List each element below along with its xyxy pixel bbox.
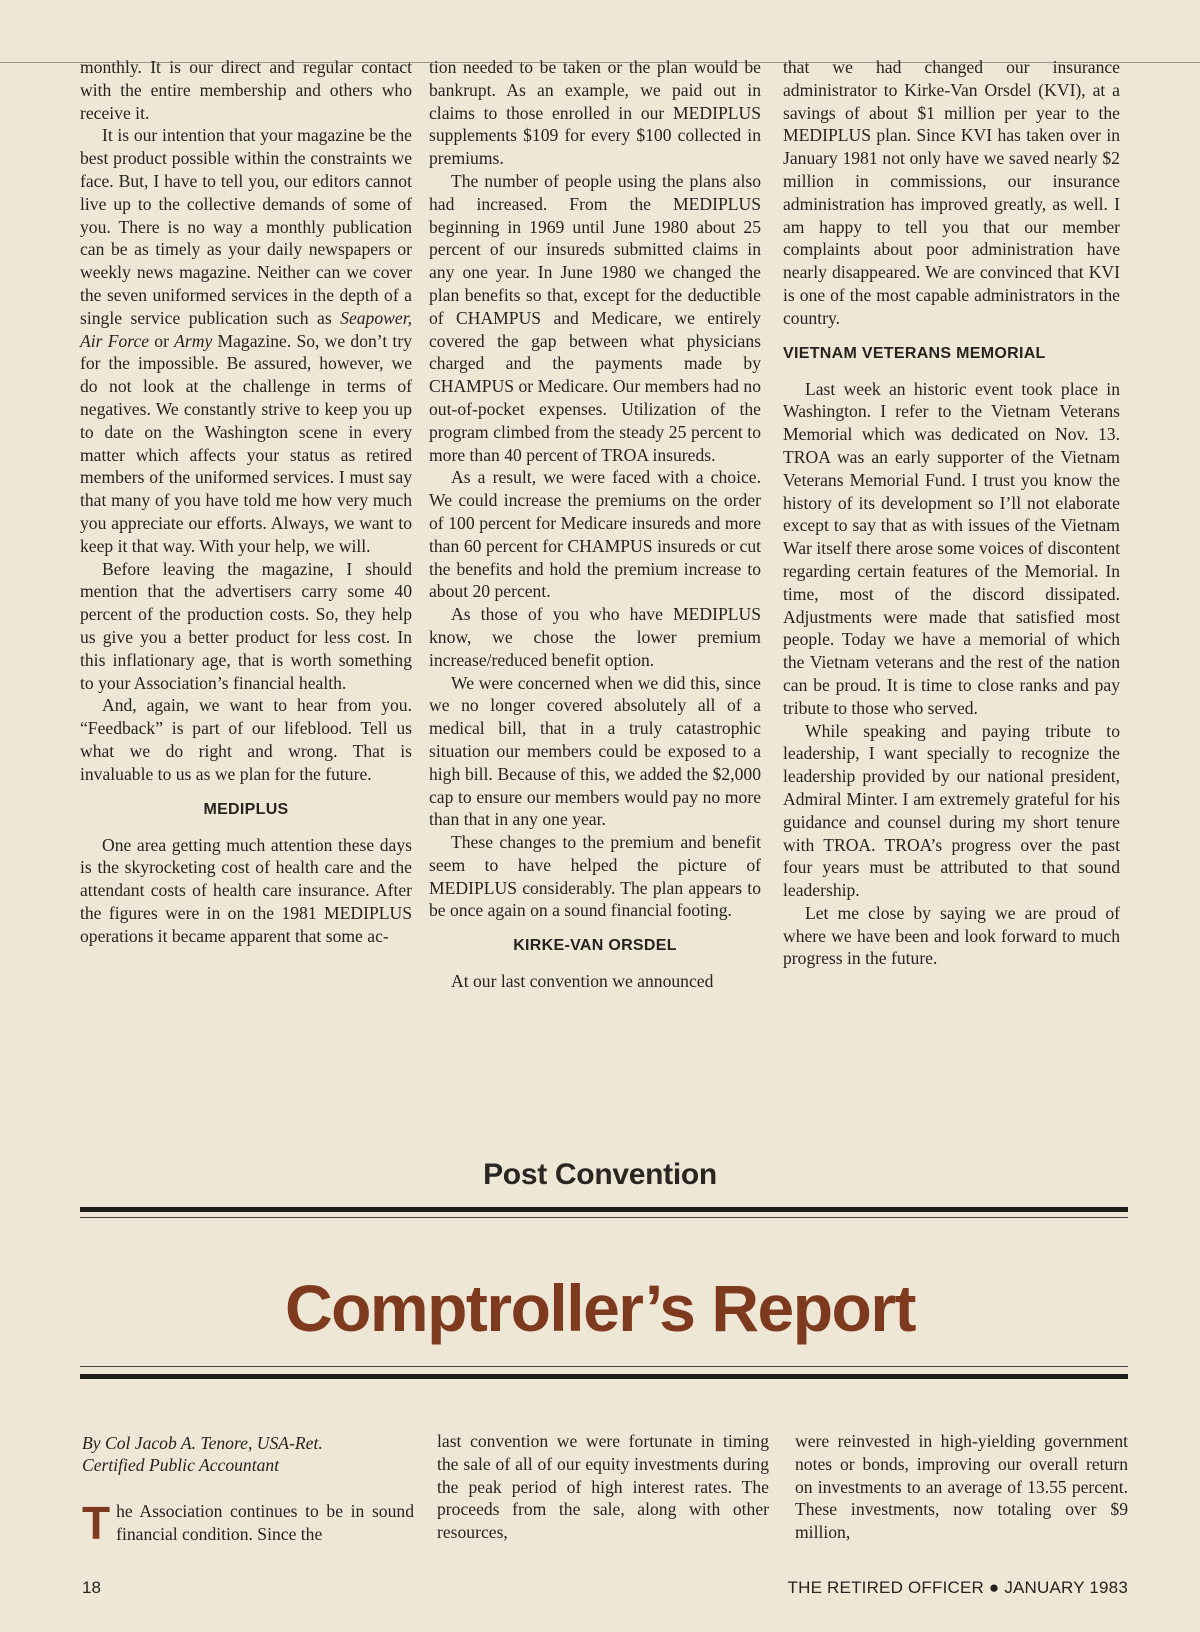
section-heading-vietnam-veterans-memorial: VIETNAM VETERANS MEMORIAL <box>783 344 1046 362</box>
publication-name: Seapower, Air Force <box>80 307 412 351</box>
report-column-2 <box>437 1430 769 1544</box>
divider-thick-top <box>80 1207 1128 1212</box>
divider-thick-bottom <box>80 1374 1128 1379</box>
divider-thin-top <box>80 1217 1128 1218</box>
divider-thin-bottom <box>80 1366 1128 1367</box>
paragraph: We were concerned when we did this, since we no longer covered absolutely all of a medical bill, that in a truly catastrophic situation our members could be exposed to a high bill. Because of this, we added the $2,000 cap to ensure our members would pay no more than that in any one year. <box>429 672 761 830</box>
page-number: 18 <box>82 1578 101 1597</box>
text-run: Magazine. So, we don’t try for the impossible. Be assured, however, we do not look at the challenge in terms of negatives. We constantly strive to keep you up to date on the Washington scene in every matter which affects your status as retired members of the uniformed services. I must say that many of you have told me how very much you appreciate our efforts. Always, we want to keep it that way. With your help, we will. <box>80 330 412 556</box>
byline <box>82 1432 414 1476</box>
text-run: he Association continues to be in sound financial condition. Since the <box>116 1501 414 1544</box>
paragraph: As a result, we were faced with a choice. We could increase the premiums on the order of 100 percent for Medicare insureds and more than 60 percent for CHAMPUS insureds or cut the benefits and hold the premium increase to about 20 percent. <box>429 467 761 602</box>
section-heading-mediplus: MEDIPLUS <box>203 800 289 818</box>
text-run: It is our intention that your magazine be the best product possible within the constraints we face. But, I have to tell you, our editors cannot live up to the collective demands of some of you. There is no way a monthly publication can be as timely as your daily newspapers or weekly news magazine. Neither can we cover the seven uniformed services in the depth of a single service publication such as <box>80 125 412 328</box>
article-title: Comptroller’s Report <box>284 1271 916 1345</box>
paragraph: monthly. It is our direct and regular contact with the entire membership and others who receive it. <box>80 57 412 123</box>
paragraph: While speaking and paying tribute to leadership, I want specially to recognize the leadership provided by our national president, Admiral Minter. I am extremely grateful for his guidance and counsel during my short tenure with TROA. TROA’s progress over the past four years must be attributed to that sound leadership. <box>783 720 1120 901</box>
article-column-3 <box>783 56 1120 970</box>
paragraph: Before leaving the magazine, I should mention that the advertisers carry some 40 percent of the production costs. So, they help us give you a better product for less cost. In this inflationary age, that is worth something to your Association’s financial health. <box>80 558 412 693</box>
section-kicker-post-convention: Post Convention <box>483 1158 717 1191</box>
text-run: or <box>149 330 175 351</box>
paragraph: The number of people using the plans also had increased. From the MEDIPLUS beginning in 1969 until June 1980 about 25 percent of our insureds submitted claims in any one year. In June 1980 we changed the plan benefits so that, except for the deductible of CHAMPUS and Medicare, we entirely covered the gap between what physicians charged and the payments made by CHAMPUS or Medicare. Our members had no out-of-pocket expenses. Utilization of the program climbed from the steady 25 percent to more than 40 percent of TROA insureds. <box>429 170 761 465</box>
paragraph: Last week an historic event took place in Washington. I refer to the Vietnam Veterans Memorial which was dedicated on Nov. 13. TROA was an early supporter of the Vietnam Veterans Memorial Fund. I trust you know the history of its development so I’ll not elaborate except to say that as with issues of the Vietnam War itself there arose some voices of discontent regarding certain features of the Memorial. In time, most of the discord dissipated. Adjustments were made that satisfied most people. Today we have a memorial of which the Vietnam veterans and the rest of the nation can be proud. It is time to close ranks and pay tribute to those who served. <box>783 378 1120 718</box>
byline-credential: Certified Public Accountant <box>82 1455 280 1475</box>
publication-name: Army <box>174 330 213 351</box>
paragraph: At our last convention we announced <box>451 971 714 992</box>
section-heading-kirke-van-orsdel: KIRKE-VAN ORSDEL <box>513 937 677 955</box>
paragraph <box>82 1497 414 1549</box>
paragraph: were reinvested in high-yielding government notes or bonds, improving our overall return on investments to an average of 13.55 percent. These investments, now totaling over $9 million, <box>795 1431 1128 1543</box>
publication-line: THE RETIRED OFFICER ● JANUARY 1983 <box>787 1578 1128 1597</box>
paragraph: last convention we were fortunate in timing the sale of all of our equity investments during the peak period of high interest rates. The proceeds from the sale, along with other resources, <box>437 1431 769 1543</box>
paragraph: tion needed to be taken or the plan would be bankrupt. As an example, we paid out in claims to those enrolled in our MEDIPLUS supplements $109 for every $100 collected in premiums. <box>429 57 761 169</box>
article-column-1 <box>80 56 412 947</box>
paragraph: And, again, we want to hear from you. “Feedback” is part of our lifeblood. Tell us what we do right and wrong. That is invaluable to us as we plan for the future. <box>80 695 412 784</box>
report-column-1 <box>82 1432 414 1549</box>
paragraph: Let me close by saying we are proud of where we have been and look forward to much progress in the future. <box>783 902 1120 969</box>
paragraph <box>80 124 412 557</box>
paragraph: As those of you who have MEDIPLUS know, we chose the lower premium increase/reduced benefit option. <box>429 604 761 670</box>
byline-author: By Col Jacob A. Tenore, USA-Ret. <box>82 1433 323 1453</box>
paragraph: One area getting much attention these days is the skyrocketing cost of health care and the attendant costs of health care insurance. After the figures were in on the 1981 MEDIPLUS operations it became apparent that some ac- <box>80 834 412 946</box>
paragraph: that we had changed our insurance administrator to Kirke-Van Orsdel (KVI), at a savings of about $1 million per year to the MEDIPLUS plan. Since KVI has taken over in January 1981 not only have we saved nearly $2 million in commissions, our insurance administration has improved greatly, as well. I am happy to tell you that our member complaints about poor administration have nearly disappeared. We are convinced that KVI is one of the most capable administrators in the country. <box>783 57 1120 328</box>
report-column-3 <box>795 1430 1128 1544</box>
drop-cap: T <box>82 1497 111 1549</box>
page-footer <box>80 1578 1128 1602</box>
paragraph: These changes to the premium and benefit seem to have helped the picture of MEDIPLUS considerably. The plan appears to be once again on a sound financial footing. <box>429 832 761 921</box>
article-column-2 <box>429 56 761 993</box>
